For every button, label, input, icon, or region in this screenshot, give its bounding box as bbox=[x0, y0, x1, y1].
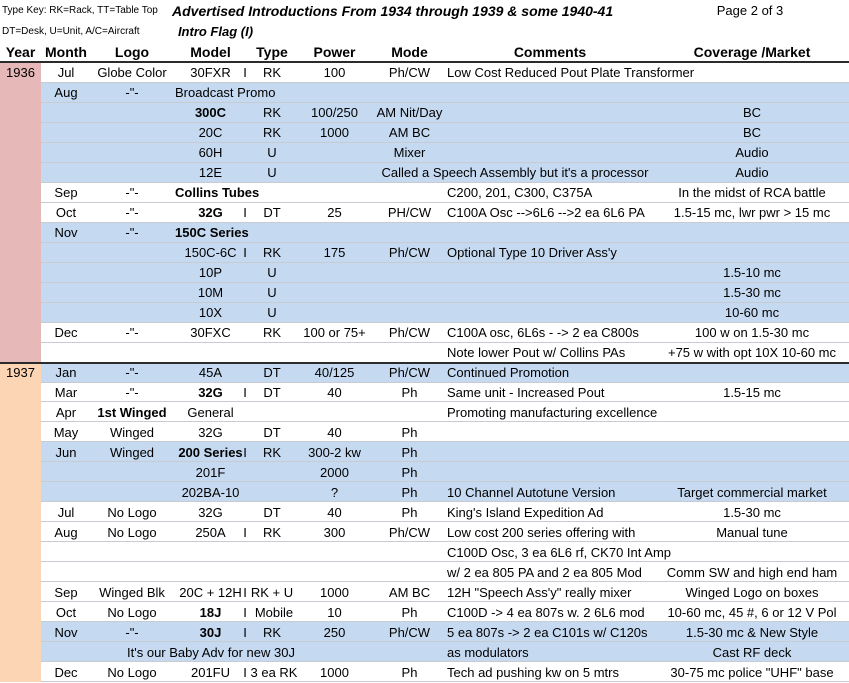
table-row bbox=[0, 642, 849, 662]
cell-logo: Winged bbox=[109, 424, 155, 440]
cell-year: 1936 bbox=[6, 65, 35, 81]
cell-model: 150C Series bbox=[175, 225, 249, 241]
cell-comments: C100A osc, 6L6s - -> 2 ea C800s bbox=[447, 325, 639, 341]
cell-power: 2000 bbox=[320, 464, 349, 480]
cell-model: 250A bbox=[195, 524, 226, 540]
cell-mode: PH/CW bbox=[387, 205, 432, 221]
cell-comments: C100D Osc, 3 ea 6L6 rf, CK70 Int Amp bbox=[447, 544, 672, 560]
cell-model: 32G bbox=[198, 504, 223, 520]
table-row bbox=[0, 602, 849, 622]
cell-type: DT bbox=[263, 365, 281, 381]
cell-model: 60H bbox=[198, 145, 223, 161]
cell-model: 150C-6C bbox=[184, 245, 237, 261]
cell-comments: Promoting manufacturing excellence bbox=[447, 404, 658, 420]
table-row bbox=[0, 442, 849, 462]
cell-comments: Tech ad pushing kw on 5 mtrs bbox=[447, 664, 619, 680]
col-header-type: Type bbox=[256, 43, 288, 60]
cell-coverage: Cast RF deck bbox=[712, 644, 792, 660]
cell-comments: C100D -> 4 ea 807s w. 2 6L6 mod bbox=[447, 604, 645, 620]
table-row bbox=[0, 662, 849, 682]
table-row bbox=[0, 502, 849, 522]
cell-month: Jan bbox=[55, 365, 77, 381]
cell-year: 1937 bbox=[6, 365, 35, 381]
cell-mode: Ph/CW bbox=[388, 245, 431, 261]
table-row bbox=[0, 582, 849, 602]
cell-flag: I bbox=[243, 664, 247, 680]
cell-logo: -"- bbox=[125, 325, 139, 341]
cell-power: 300-2 kw bbox=[308, 444, 361, 460]
col-header-comments: Comments bbox=[513, 43, 587, 60]
cell-mode: Ph bbox=[401, 385, 418, 400]
table-row bbox=[0, 103, 849, 123]
table-row bbox=[0, 183, 849, 203]
cell-logo: -"- bbox=[125, 225, 139, 241]
cell-type: RK bbox=[262, 444, 282, 460]
cell-comments: Note lower Pout w/ Collins PAs bbox=[447, 345, 626, 361]
cell-type: DT bbox=[263, 385, 281, 400]
cell-coverage: 1.5-15 mc, lwr pwr > 15 mc bbox=[673, 205, 831, 221]
cell-month: Oct bbox=[55, 604, 77, 620]
cell-comments: C200, 201, C300, C375A bbox=[447, 185, 593, 201]
cell-comments: 5 ea 807s -> 2 ea C101s w/ C120s bbox=[447, 624, 648, 640]
cell-model: 300C bbox=[194, 105, 227, 121]
row-highlight bbox=[41, 462, 849, 482]
cell-month: Sep bbox=[54, 185, 78, 201]
cell-month: May bbox=[53, 424, 79, 440]
cell-mode: AM BC bbox=[388, 125, 431, 141]
cell-power: 25 bbox=[327, 205, 342, 221]
cell-month: Jul bbox=[57, 504, 75, 520]
cell-model: 30FXC bbox=[190, 325, 231, 341]
cell-model: 12E bbox=[198, 165, 223, 181]
cell-mode: AM Nit/Day bbox=[376, 105, 443, 121]
cell-mode: Mixer bbox=[393, 145, 426, 161]
table-row bbox=[0, 462, 849, 482]
cell-comments: w/ 2 ea 805 PA and 2 ea 805 Mod bbox=[447, 564, 642, 580]
table-row bbox=[0, 83, 849, 103]
table-row bbox=[0, 383, 849, 403]
cell-power: 250 bbox=[323, 624, 346, 640]
table-row bbox=[0, 263, 849, 283]
table-row bbox=[0, 363, 849, 383]
cell-model: Broadcast Promo bbox=[175, 85, 276, 101]
cell-coverage: Target commercial market bbox=[677, 484, 827, 500]
cell-month: Dec bbox=[54, 664, 78, 680]
cell-flag: I bbox=[243, 624, 247, 640]
col-header-logo: Logo bbox=[114, 43, 150, 60]
cell-type: DT bbox=[263, 205, 281, 221]
cell-logo: -"- bbox=[125, 205, 139, 221]
column-header-row bbox=[0, 42, 849, 61]
col-header-coverage: Coverage /Market bbox=[693, 43, 811, 60]
cell-logo: Winged bbox=[109, 444, 155, 460]
cell-type: RK bbox=[262, 245, 282, 261]
cell-type: RK + U bbox=[250, 584, 294, 600]
cell-logo: No Logo bbox=[107, 504, 157, 520]
cell-model: 10P bbox=[198, 265, 223, 281]
table-row bbox=[0, 542, 849, 562]
cell-mode: Ph bbox=[401, 604, 418, 620]
table-row bbox=[0, 482, 849, 502]
cell-type: U bbox=[267, 145, 277, 161]
row-divider bbox=[41, 681, 849, 682]
cell-logo: No Logo bbox=[107, 604, 157, 620]
cell-mode: Ph/CW bbox=[388, 365, 431, 381]
cell-flag: I bbox=[243, 65, 247, 81]
cell-logo: No Logo bbox=[107, 664, 157, 680]
cell-logo: -"- bbox=[125, 365, 139, 381]
cell-model: 32G bbox=[198, 205, 223, 221]
cell-model: 201F bbox=[195, 464, 226, 480]
table-row bbox=[0, 522, 849, 542]
cell-type: U bbox=[267, 165, 277, 181]
cell-month: Apr bbox=[55, 404, 77, 420]
cell-mode: Ph bbox=[401, 504, 418, 520]
cell-month: Aug bbox=[54, 524, 78, 540]
cell-mode: Ph/CW bbox=[388, 65, 431, 81]
type-key-line-2: DT=Desk, U=Unit, A/C=Aircraft bbox=[2, 25, 140, 37]
cell-type: 3 ea RK bbox=[250, 664, 298, 680]
cell-type: U bbox=[267, 265, 277, 281]
cell-coverage: 10-60 mc bbox=[724, 305, 780, 321]
cell-type: RK bbox=[262, 325, 282, 341]
cell-logo: No Logo bbox=[107, 524, 157, 540]
cell-type: U bbox=[267, 285, 277, 301]
cell-month: Dec bbox=[54, 325, 78, 341]
cell-month: Mar bbox=[54, 385, 78, 400]
col-header-year: Year bbox=[5, 43, 36, 60]
cell-type: Mobile bbox=[254, 604, 294, 620]
col-header-month: Month bbox=[45, 43, 87, 60]
cell-power: 100 or 75+ bbox=[303, 325, 366, 341]
cell-model: 20C bbox=[198, 125, 223, 141]
cell-comments: 12H "Speech Ass'y" really mixer bbox=[447, 584, 632, 600]
cell-flag: I bbox=[243, 385, 247, 400]
cell-comments: Continued Promotion bbox=[447, 365, 570, 381]
cell-coverage: Comm SW and high end ham bbox=[666, 564, 838, 580]
cell-logo: It's our Baby Adv for new 30J bbox=[127, 644, 295, 660]
cell-model: 10M bbox=[197, 285, 224, 301]
cell-model: 45A bbox=[198, 365, 223, 381]
cell-model: 20C + 12H bbox=[179, 584, 242, 600]
cell-mode: Ph bbox=[401, 424, 418, 440]
cell-model: 201FU bbox=[190, 664, 231, 680]
cell-mode: Ph/CW bbox=[388, 325, 431, 341]
cell-coverage: 100 w on 1.5-30 mc bbox=[694, 325, 810, 341]
cell-comments: 10 Channel Autotune Version bbox=[447, 484, 616, 500]
cell-power: 1000 bbox=[320, 125, 349, 141]
sheet-title: Advertised Introductions From 1934 through 1939 & some 1940-41 bbox=[172, 2, 614, 19]
cell-coverage: 30-75 mc police "UHF" base bbox=[670, 664, 834, 680]
table-row bbox=[0, 422, 849, 442]
cell-power: 40/125 bbox=[314, 365, 355, 381]
cell-mode: Ph bbox=[401, 464, 418, 480]
table-row bbox=[0, 622, 849, 642]
cell-mode: Ph bbox=[401, 664, 418, 680]
cell-type: RK bbox=[262, 624, 282, 640]
intro-flag-note: Intro Flag (I) bbox=[177, 24, 254, 39]
cell-mode: AM BC bbox=[388, 584, 431, 600]
year-separator bbox=[0, 362, 849, 364]
cell-power: 100 bbox=[323, 65, 346, 81]
cell-logo: Globe Color bbox=[97, 65, 167, 81]
col-header-power: Power bbox=[313, 43, 356, 60]
cell-power: 40 bbox=[327, 504, 342, 520]
cell-power: 10 bbox=[327, 604, 342, 620]
cell-coverage: +75 w with opt 10X 10-60 mc bbox=[667, 345, 836, 361]
cell-comments: C100A Osc -->6L6 -->2 ea 6L6 PA bbox=[447, 205, 645, 221]
cell-logo: -"- bbox=[125, 385, 139, 400]
cell-power: 1000 bbox=[320, 664, 349, 680]
cell-mode: Called a Speech Assembly but it's a processor bbox=[381, 165, 649, 181]
table-row bbox=[0, 343, 849, 363]
cell-type: U bbox=[267, 305, 277, 321]
cell-power: ? bbox=[330, 484, 339, 500]
table-row bbox=[0, 243, 849, 263]
cell-logo: Winged Blk bbox=[99, 584, 165, 600]
table-row bbox=[0, 402, 849, 422]
table-row bbox=[0, 63, 849, 83]
page-indicator: Page 2 of 3 bbox=[716, 3, 784, 18]
cell-power: 175 bbox=[323, 245, 346, 261]
cell-flag: I bbox=[243, 205, 247, 221]
cell-coverage: 1.5-30 mc & New Style bbox=[685, 624, 819, 640]
cell-flag: I bbox=[243, 444, 247, 460]
cell-coverage: 1.5-15 mc bbox=[723, 385, 781, 400]
cell-logo: -"- bbox=[125, 85, 139, 101]
cell-month: Oct bbox=[55, 205, 77, 221]
cell-mode: Ph/CW bbox=[388, 524, 431, 540]
cell-logo: -"- bbox=[125, 624, 139, 640]
table-row bbox=[0, 303, 849, 323]
cell-month: Jun bbox=[55, 444, 77, 460]
cell-power: 100/250 bbox=[311, 105, 358, 121]
type-key-line-1: Type Key: RK=Rack, TT=Table Top bbox=[2, 4, 158, 16]
cell-power: 300 bbox=[323, 524, 346, 540]
cell-flag: I bbox=[243, 245, 247, 261]
table-row bbox=[0, 223, 849, 243]
cell-coverage: Winged Logo on boxes bbox=[685, 584, 819, 600]
table-row bbox=[0, 323, 849, 343]
table-row bbox=[0, 163, 849, 183]
cell-type: RK bbox=[262, 524, 282, 540]
col-header-mode: Mode bbox=[391, 43, 428, 60]
cell-logo: 1st Winged bbox=[97, 404, 167, 420]
cell-type: DT bbox=[263, 424, 281, 440]
cell-month: Sep bbox=[54, 584, 78, 600]
cell-model: General bbox=[187, 404, 234, 420]
cell-month: Aug bbox=[54, 85, 78, 101]
cell-power: 40 bbox=[327, 385, 342, 400]
cell-power: 1000 bbox=[320, 584, 349, 600]
cell-coverage: 1.5-10 mc bbox=[723, 265, 781, 281]
subtitle-row bbox=[0, 21, 849, 42]
cell-model: 18J bbox=[199, 604, 222, 620]
cell-comments: Low cost 200 series offering with bbox=[447, 524, 636, 540]
cell-month: Jul bbox=[57, 65, 75, 81]
cell-coverage: BC bbox=[742, 125, 762, 141]
cell-month: Nov bbox=[54, 624, 78, 640]
cell-comments: as modulators bbox=[447, 644, 529, 660]
cell-flag: I bbox=[243, 584, 247, 600]
cell-month: Nov bbox=[54, 225, 78, 241]
cell-comments: Same unit - Increased Pout bbox=[447, 385, 605, 400]
title-row bbox=[0, 0, 849, 21]
cell-mode: Ph bbox=[401, 484, 418, 500]
cell-flag: I bbox=[243, 604, 247, 620]
cell-mode: Ph bbox=[401, 444, 418, 460]
cell-coverage: Audio bbox=[735, 165, 769, 181]
cell-model: 30FXR bbox=[190, 65, 231, 81]
cell-model: 32G bbox=[198, 424, 223, 440]
cell-coverage: 1.5-30 mc bbox=[723, 504, 781, 520]
table-row bbox=[0, 562, 849, 582]
cell-comments: King's Island Expedition Ad bbox=[447, 504, 604, 520]
cell-coverage: In the midst of RCA battle bbox=[678, 185, 826, 201]
cell-mode: Ph/CW bbox=[388, 624, 431, 640]
cell-model: 30J bbox=[199, 624, 222, 640]
cell-coverage: 1.5-30 mc bbox=[723, 285, 781, 301]
cell-model: 10X bbox=[198, 305, 223, 321]
cell-model: Collins Tubes bbox=[175, 185, 260, 201]
cell-coverage: Audio bbox=[735, 145, 769, 161]
cell-flag: I bbox=[243, 524, 247, 540]
cell-type: RK bbox=[262, 125, 282, 141]
col-header-model: Model bbox=[190, 43, 231, 60]
cell-power: 40 bbox=[327, 424, 342, 440]
cell-comments: Optional Type 10 Driver Ass'y bbox=[447, 245, 617, 261]
cell-comments: Low Cost Reduced Pout Plate Transformer bbox=[447, 65, 695, 81]
table-row bbox=[0, 123, 849, 143]
table-row bbox=[0, 283, 849, 303]
cell-type: RK bbox=[262, 65, 282, 81]
cell-model: 32G bbox=[198, 385, 223, 400]
table-row bbox=[0, 203, 849, 223]
cell-coverage: 10-60 mc, 45 #, 6 or 12 V Pol bbox=[667, 604, 837, 620]
cell-model: 200 Series bbox=[178, 444, 243, 460]
cell-model: 202BA-10 bbox=[181, 484, 240, 500]
cell-type: RK bbox=[262, 105, 282, 121]
table-row bbox=[0, 143, 849, 163]
cell-coverage: BC bbox=[742, 105, 762, 121]
cell-coverage: Manual tune bbox=[716, 524, 788, 540]
cell-type: DT bbox=[263, 504, 281, 520]
cell-logo: -"- bbox=[125, 185, 139, 201]
